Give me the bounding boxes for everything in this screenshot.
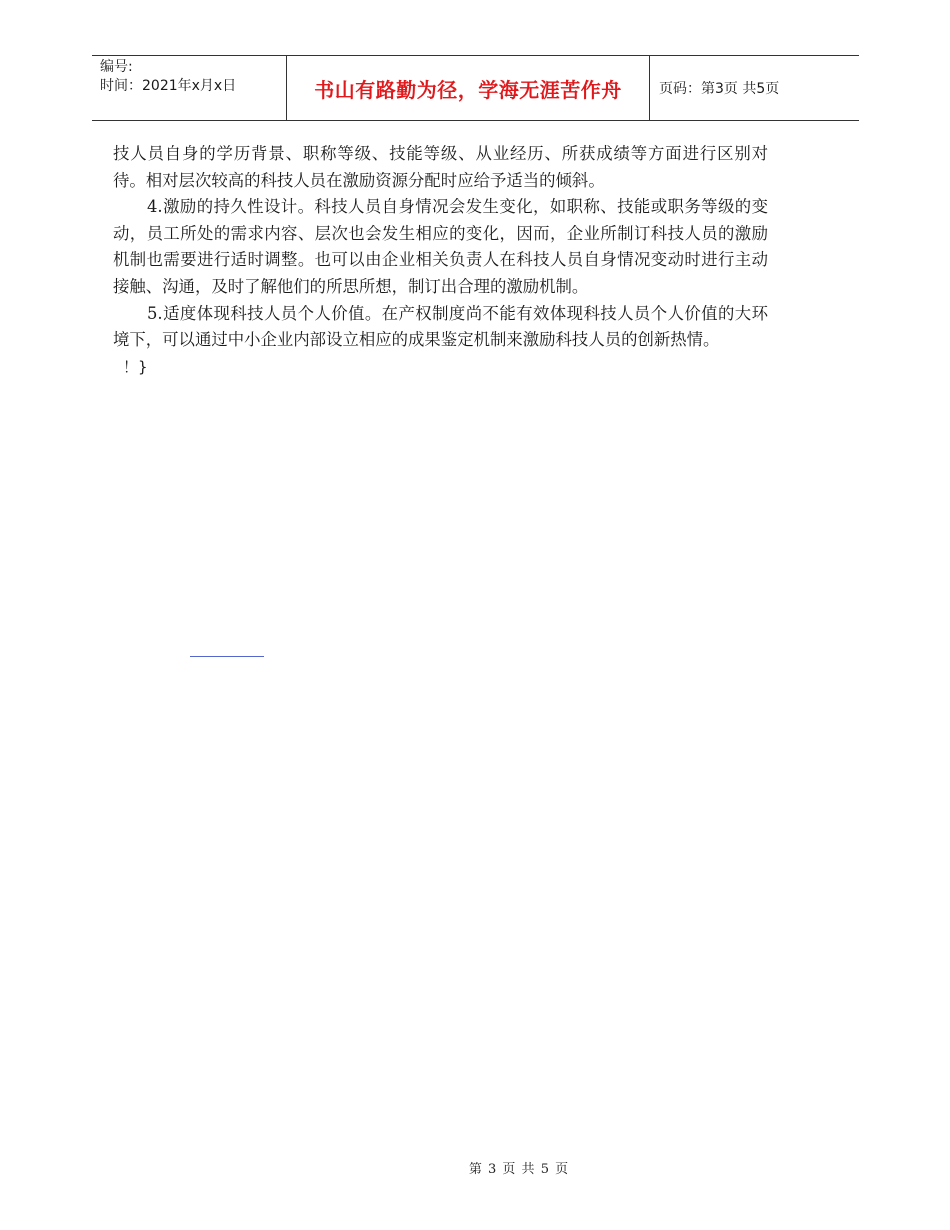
paragraph-item-5: 5.适度体现科技人员个人价值。在产权制度尚不能有效体现科技人员个人价值的大环境下，可以通过中小企业内部设立相应的成果鉴定机制来激励科技人员的创新热情。 <box>113 303 768 350</box>
hyperlink-underline[interactable] <box>190 656 264 657</box>
paragraph-end-mark: ！} <box>123 357 148 376</box>
header-table <box>92 55 859 121</box>
header-meta-cell <box>92 56 287 120</box>
paragraph-continuation: 技人员自身的学历背景、职称等级、技能等级、从业经历、所获成绩等方面进行区别对待。相对层次较高的科技人员在激励资源分配时应给予适当的倾斜。 <box>113 144 768 190</box>
document-number-label: 编号: <box>100 59 133 75</box>
paragraph-item-4: 4.激励的持久性设计。科技人员自身情况会发生变化，如职称、技能或职务等级的变动，员工所处的需求内容、层次也会发生相应的变化，因而，企业所制订科技人员的激励机制也需要进行适时调整。也可以由企业相关负责人在科技人员自身情况变动时进行主动接触、沟通，及时了解他们的所思所想，制订出合理的激励机制。 <box>113 197 768 296</box>
header-motto: 书山有路勤为径，学海无涯苦作舟 <box>287 56 650 120</box>
body-text <box>113 141 768 380</box>
document-time-label: 时间：2021年x月x日 <box>100 78 237 94</box>
header-page-info: 页码：第3页 共5页 <box>659 81 780 97</box>
footer-page-number: 第 3 页 共 5 页 <box>468 1162 570 1177</box>
page-footer <box>0 1158 950 1177</box>
